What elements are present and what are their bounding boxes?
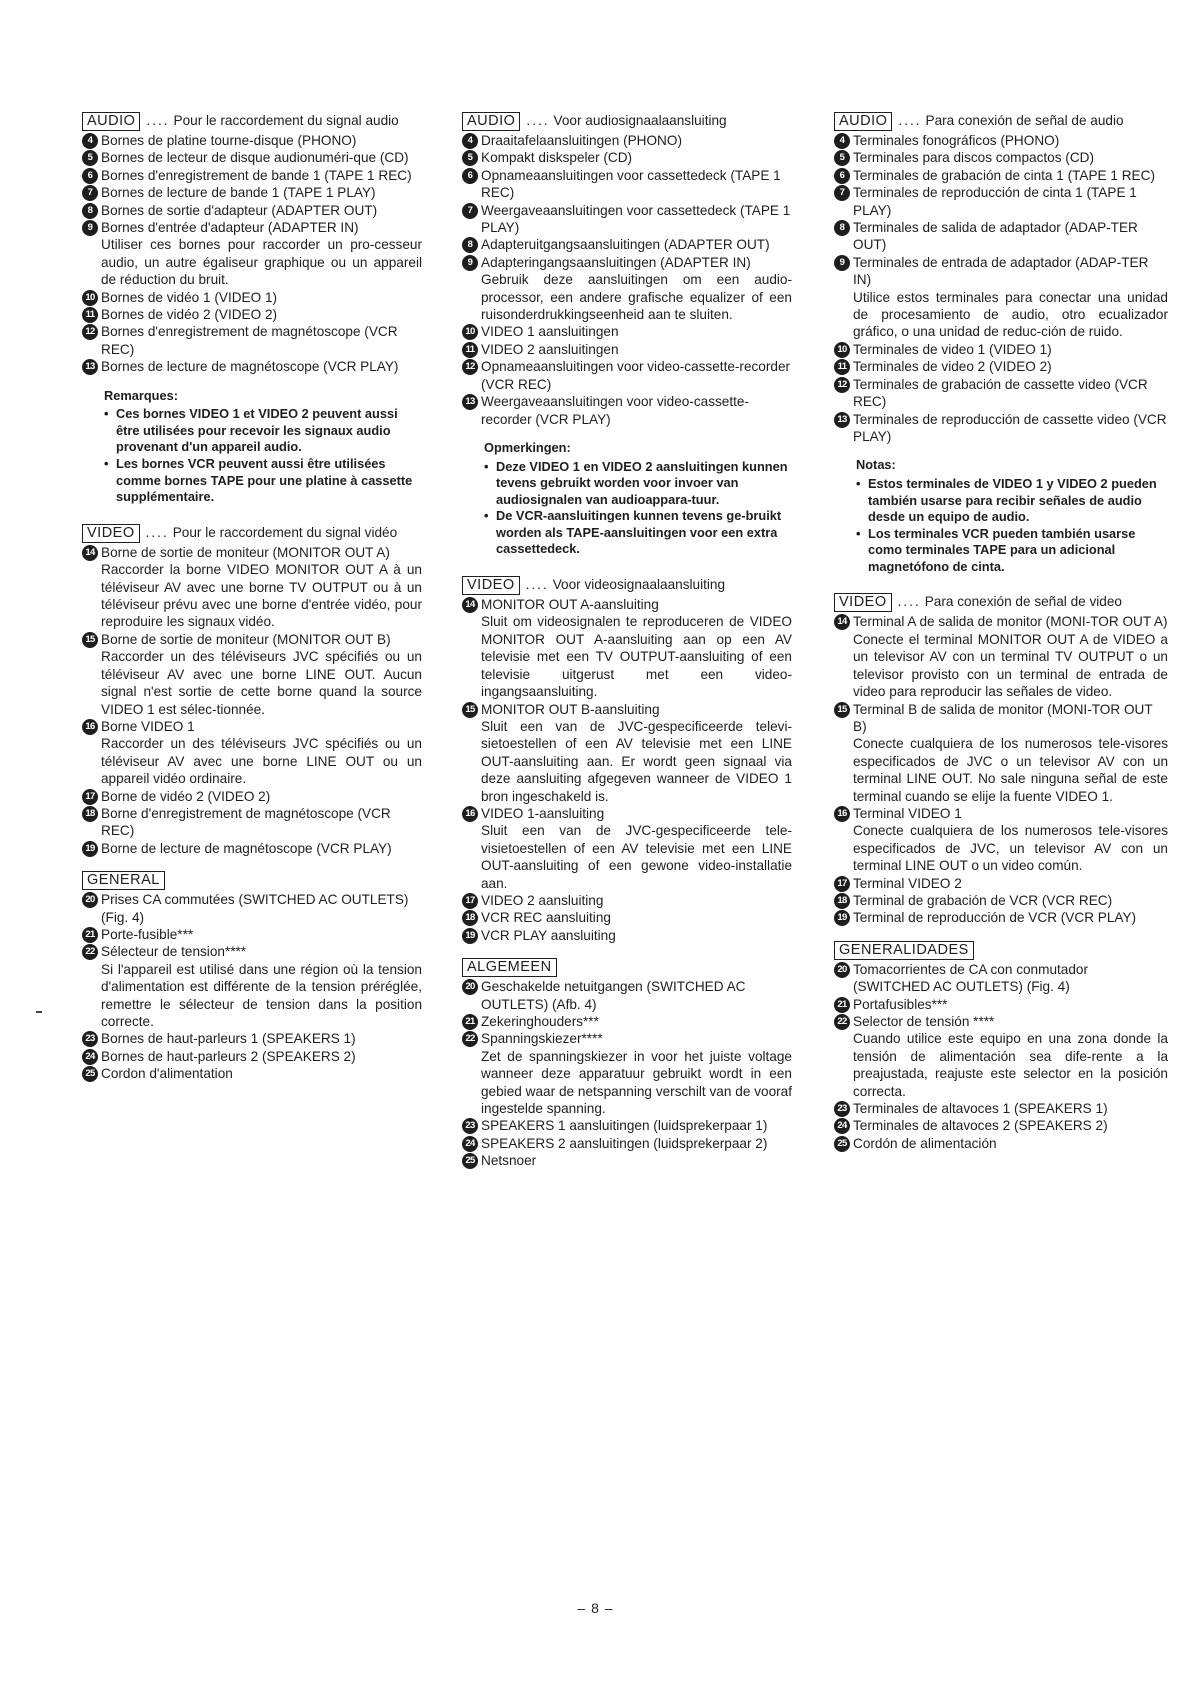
item-text: Bornes de haut-parleurs 2 (SPEAKERS 2) (101, 1048, 356, 1064)
item-text: Terminal de reproducción de VCR (VCR PLAY) (853, 910, 1137, 926)
leader-dots: .... (897, 594, 921, 610)
item-number-badge: 25 (462, 1153, 478, 1169)
list-item (834, 701, 1168, 736)
item-text: Terminales fonográficos (PHONO) (853, 133, 1060, 148)
item-text: Zekeringhouders*** (481, 1014, 599, 1029)
item-number-badge: 4 (834, 133, 850, 149)
item-number-badge: 10 (834, 342, 850, 358)
item-text: Bornes de haut-parleurs 1 (SPEAKERS 1) (101, 1031, 356, 1047)
item-description: Raccorder un des téléviseurs JVC spécifiés ou un téléviseur AV avec une borne LINE OUT ou un appareil vidéo ordinaire. (101, 736, 422, 787)
section-header (82, 112, 422, 131)
item-text: Bornes de sortie d'adapteur (ADAPTER OUT) (101, 202, 378, 218)
list-item (462, 1117, 792, 1134)
item-text: Terminales de grabación de cinta 1 (TAPE 1 REC) (853, 167, 1155, 183)
item-text: Terminal A de salida de monitor (MONI-TOR OUT A) (853, 614, 1168, 630)
section-video (834, 593, 1168, 926)
list-item (82, 184, 422, 201)
item-description: Si l'appareil est utilisé dans une région où la tension d'alimentation est différente de la tension préréglée, remettre le sélecteur de tension dans la position correcte. (101, 961, 422, 1029)
list-item (82, 219, 422, 236)
column-french (82, 112, 422, 1085)
item-text: SPEAKERS 1 aansluitingen (luidsprekerpaar 1) (481, 1118, 768, 1134)
item-number-badge: 10 (82, 290, 98, 306)
item-number-badge: 8 (462, 237, 478, 253)
list-item (462, 1013, 792, 1030)
section-video (462, 576, 792, 944)
item-number-badge: 11 (82, 307, 98, 323)
list-item (82, 202, 422, 219)
list-item (82, 1048, 422, 1065)
section-label-box: AUDIO (82, 112, 140, 131)
item-number-badge: 20 (834, 962, 850, 978)
column-spanish (834, 112, 1168, 1154)
list-item (834, 184, 1168, 219)
item-text: Borne de lecture de magnétoscope (VCR PLAY) (101, 840, 392, 856)
item-text: Tomacorrientes de CA con conmutador (SWITCHED AC OUTLETS) (Fig. 4) (853, 961, 1088, 995)
item-number-badge: 18 (834, 893, 850, 909)
list-item (462, 927, 792, 944)
item-text: Borne de vidéo 2 (VIDEO 2) (101, 788, 271, 804)
note-item (104, 456, 422, 506)
item-text: Bornes de lecture de bande 1 (TAPE 1 PLAY) (101, 185, 376, 201)
item-text: Kompakt diskspeler (CD) (481, 150, 633, 166)
column-dutch (462, 112, 792, 1172)
list-item (834, 892, 1168, 909)
item-number-badge: 5 (834, 150, 850, 166)
list-item (834, 875, 1168, 892)
item-text: Terminales de reproducción de cassette video (VCR PLAY) (853, 411, 1167, 444)
item-number-badge: 18 (82, 806, 98, 822)
list-item (834, 376, 1168, 411)
section-label-box: GENERAL (82, 871, 165, 890)
item-number-badge: 22 (834, 1014, 850, 1030)
item-text: Sélecteur de tension**** (101, 944, 247, 960)
list-item (462, 149, 792, 166)
list-item (82, 306, 422, 323)
item-text: Draaitafelaansluitingen (PHONO) (481, 133, 682, 148)
item-text: Bornes d'enregistrement de magnétoscope (VCR REC) (101, 324, 398, 357)
list-item (834, 219, 1168, 254)
section-label-box: VIDEO (82, 524, 140, 543)
item-number-badge: 14 (82, 545, 98, 561)
item-number-badge: 7 (462, 203, 478, 219)
item-text: Borne de sortie de moniteur (MONITOR OUT A) (101, 544, 390, 560)
item-number-badge: 16 (82, 719, 98, 735)
item-number-badge: 9 (82, 220, 98, 236)
item-text: Spanningskiezer**** (481, 1031, 603, 1047)
item-number-badge: 20 (462, 979, 478, 995)
list-item (834, 149, 1168, 166)
item-number-badge: 10 (462, 324, 478, 340)
list-item (462, 978, 792, 1013)
list-item (462, 358, 792, 393)
note-text: De VCR-aansluitingen kunnen tevens ge-bruikt worden als TAPE-aansluitingen voor een extra cassettedeck. (496, 508, 782, 557)
item-number-badge: 21 (82, 927, 98, 943)
item-description: Zet de spanningskiezer in voor het juiste voltage wanneer deze apparatuur gebruikt wordt in een gebied waar de netspanning verschilt van de vooraf ingestelde spanning. (481, 1048, 792, 1117)
item-text: SPEAKERS 2 aansluitingen (luidsprekerpaar 2) (481, 1135, 768, 1151)
item-text: Borne d'enregistrement de magnétoscope (VCR REC) (101, 805, 391, 839)
list-item (82, 718, 422, 735)
list-item (462, 805, 792, 822)
item-number-badge: 6 (82, 168, 98, 184)
section-header (834, 941, 1168, 960)
notes-block (104, 388, 422, 506)
item-description: Gebruik deze aansluitingen om een audio-processor, een andere grafische equalizer of een ruisonderdrukkingseenheid aan te sluiten. (481, 272, 792, 323)
item-text: Bornes de platine tourne-disque (PHONO) (101, 133, 357, 148)
item-text: Adapteringangsaansluitingen (ADAPTER IN) (481, 254, 751, 270)
list-item (462, 323, 792, 340)
item-number-badge: 16 (462, 806, 478, 822)
section-label-box: ALGEMEEN (462, 958, 557, 977)
notes-block (484, 440, 792, 558)
item-number-badge: 14 (462, 597, 478, 613)
item-number-badge: 6 (462, 168, 478, 184)
note-text: Ces bornes VIDEO 1 et VIDEO 2 peuvent aussi être utilisées pour recevoir les signaux audio provenant d'un appareil audio. (116, 406, 398, 455)
note-item (104, 406, 422, 456)
note-item (856, 526, 1168, 576)
item-number-badge: 16 (834, 806, 850, 822)
item-text: Terminal VIDEO 1 (853, 805, 962, 821)
note-text: Les bornes VCR peuvent aussi être utilisées comme bornes TAPE pour une platine à cassette supplémentaire. (116, 456, 413, 505)
bullet-icon: • (104, 456, 109, 472)
item-number-badge: 15 (462, 702, 478, 718)
item-number-badge: 23 (834, 1101, 850, 1117)
item-number-badge: 25 (834, 1136, 850, 1152)
list-item (462, 167, 792, 202)
item-text: Opnameaansluitingen voor video-cassette-recorder (VCR REC) (481, 359, 791, 392)
list-item (462, 596, 792, 613)
list-item (82, 544, 422, 561)
list-item (82, 1065, 422, 1082)
list-item (834, 254, 1168, 289)
item-text: Terminales de video 1 (VIDEO 1) (853, 341, 1052, 357)
item-number-badge: 14 (834, 614, 850, 630)
section-header (462, 576, 792, 595)
item-number-badge: 13 (82, 359, 98, 375)
item-number-badge: 8 (82, 203, 98, 219)
page-number: – 8 – (577, 1600, 614, 1616)
item-text: Weergaveaansluitingen voor video-cassette-recorder (VCR PLAY) (481, 394, 749, 427)
item-number-badge: 8 (834, 220, 850, 236)
section-audio (462, 112, 792, 558)
section-general (82, 871, 422, 1082)
item-text: Terminales de video 2 (VIDEO 2) (853, 359, 1052, 375)
item-text: VIDEO 1-aansluiting (481, 805, 605, 821)
item-number-badge: 19 (82, 841, 98, 857)
list-item (82, 289, 422, 306)
list-item (834, 132, 1168, 149)
item-text: Borne de sortie de moniteur (MONITOR OUT B) (101, 631, 391, 647)
section-description: Pour le raccordement du signal vidéo (172, 524, 398, 540)
item-description: Sluit een van de JVC-gespecificeerde televi-sietoestellen of een AV televisie met een LINE OUT-aansluiting aan. Er wordt geen signaal via deze aansluiting afgegeven wanneer de VIDEO 1 bron ingeschakeld is. (481, 718, 792, 804)
item-number-badge: 21 (834, 997, 850, 1013)
section-header (462, 958, 792, 977)
section-label-box: AUDIO (462, 112, 520, 131)
item-number-badge: 12 (834, 377, 850, 393)
section-header (834, 593, 1168, 612)
item-number-badge: 5 (82, 150, 98, 166)
item-text: VIDEO 2 aansluitingen (481, 341, 619, 357)
list-item (834, 1100, 1168, 1117)
item-number-badge: 17 (82, 789, 98, 805)
item-description: Raccorder un des téléviseurs JVC spécifiés ou un téléviseur AV avec une borne LINE OUT. Aucun signal n'est sortie de cette borne quand la source VIDEO 1 est sélec-tionnée. (101, 649, 422, 717)
section-description: Para conexión de señal de audio (925, 113, 1124, 128)
item-number-badge: 19 (462, 928, 478, 944)
item-number-badge: 7 (834, 185, 850, 201)
item-text: Terminal VIDEO 2 (853, 875, 962, 891)
section-header (834, 112, 1168, 131)
item-number-badge: 24 (834, 1118, 850, 1134)
list-item (462, 909, 792, 926)
list-item (82, 788, 422, 805)
item-number-badge: 7 (82, 185, 98, 201)
section-label-box: GENERALIDADES (834, 941, 974, 960)
list-item (834, 1135, 1168, 1152)
list-item (834, 1117, 1168, 1134)
section-description: Para conexión de señal de video (924, 594, 1122, 610)
list-item (82, 926, 422, 943)
section-audio (834, 112, 1168, 575)
list-item (82, 149, 422, 166)
item-description: Cuando utilice este equipo en una zona donde la tensión de alimentación sea dife-rente a la preajustada, reajuste este selector en la posición correcta. (853, 1031, 1168, 1099)
item-text: Bornes de vidéo 1 (VIDEO 1) (101, 289, 278, 305)
item-number-badge: 15 (82, 632, 98, 648)
item-text: Terminales de altavoces 1 (SPEAKERS 1) (853, 1101, 1108, 1117)
leader-dots: .... (526, 113, 550, 128)
section-generalidades (834, 941, 1168, 1152)
item-description: Utilice estos terminales para conectar una unidad de procesamiento de audio, otro ecualizador gráfico, o una unidad de reduc-ción de ruido. (853, 289, 1168, 340)
item-text: Prises CA commutées (SWITCHED AC OUTLETS) (Fig. 4) (101, 892, 409, 925)
item-text: Terminales de grabación de cassette video (VCR REC) (853, 376, 1148, 410)
notes-title: Opmerkingen: (484, 439, 571, 455)
item-text: Netsnoer (481, 1153, 537, 1169)
list-item (82, 840, 422, 857)
item-text: Terminal B de salida de monitor (MONI-TOR OUT B) (853, 701, 1153, 734)
item-number-badge: 23 (82, 1031, 98, 1047)
note-item (856, 476, 1168, 526)
item-number-badge: 9 (834, 255, 850, 271)
list-item (462, 1030, 792, 1047)
section-label-box: VIDEO (462, 576, 520, 595)
leader-dots: .... (525, 577, 549, 593)
item-number-badge: 21 (462, 1014, 478, 1030)
list-item (834, 411, 1168, 446)
item-number-badge: 24 (82, 1049, 98, 1065)
item-description: Raccorder la borne VIDEO MONITOR OUT A à un téléviseur AV avec une borne TV OUTPUT ou à un téléviseur prévu avec une borne d'entrée vidéo, pour reproduire les signaux vidéo. (101, 562, 422, 630)
list-item (834, 961, 1168, 996)
list-item (462, 202, 792, 237)
item-text: Borne VIDEO 1 (101, 718, 195, 734)
note-text: Estos terminales de VIDEO 1 y VIDEO 2 pueden también usarse para recibir señales de audio desde un equipo de audio. (868, 475, 1157, 525)
item-text: VCR PLAY aansluiting (481, 927, 616, 943)
list-item (82, 891, 422, 926)
item-text: Terminales de salida de adaptador (ADAP-TER OUT) (853, 220, 1138, 253)
item-number-badge: 17 (462, 893, 478, 909)
list-item (82, 631, 422, 648)
list-item (834, 341, 1168, 358)
note-text: Deze VIDEO 1 en VIDEO 2 aansluitingen kunnen tevens gebruikt worden voor invoer van audiosignalen van audioappara-tuur. (496, 458, 788, 507)
list-item (82, 1030, 422, 1047)
item-number-badge: 5 (462, 150, 478, 166)
item-text: Bornes de lecteur de disque audionuméri-que (CD) (101, 150, 409, 166)
note-item (484, 459, 792, 509)
item-number-badge: 22 (82, 944, 98, 960)
list-item (834, 996, 1168, 1013)
list-item (462, 132, 792, 149)
item-text: Adapteruitgangsaansluitingen (ADAPTER OUT) (481, 237, 770, 253)
section-description: Voor videosignaalaansluiting (552, 577, 726, 593)
list-item (834, 613, 1168, 630)
item-text: VIDEO 1 aansluitingen (481, 324, 619, 340)
list-item (834, 1013, 1168, 1030)
item-number-badge: 12 (462, 359, 478, 375)
item-description: Conecte cualquiera de los numerosos tele-visores especificados de JVC o un televisor AV con un terminal LINE OUT. No sale ninguna señal de este terminal cuando se elije la fuente VIDEO 1. (853, 736, 1168, 804)
section-video (82, 524, 422, 857)
list-item (82, 805, 422, 840)
item-number-badge: 9 (462, 255, 478, 271)
item-text: Bornes de lecture de magnétoscope (VCR PLAY) (101, 359, 399, 375)
item-number-badge: 13 (462, 394, 478, 410)
list-item (834, 167, 1168, 184)
item-text: Bornes de vidéo 2 (VIDEO 2) (101, 307, 278, 323)
list-item (462, 254, 792, 271)
list-item (462, 1152, 792, 1169)
item-text: Geschakelde netuitgangen (SWITCHED AC OUTLETS) (Afb. 4) (481, 979, 746, 1012)
item-description: Sluit een van de JVC-gespecificeerde tele-visietoestellen of een AV televisie met een LINE OUT-aansluiting of een gewone video-installatie aan. (481, 823, 792, 891)
list-item (462, 1135, 792, 1152)
list-item (82, 132, 422, 149)
item-number-badge: 15 (834, 702, 850, 718)
item-number-badge: 18 (462, 910, 478, 926)
item-number-badge: 20 (82, 892, 98, 908)
list-item (462, 701, 792, 718)
list-item (834, 805, 1168, 822)
list-item (462, 892, 792, 909)
list-item (462, 341, 792, 358)
list-item (834, 358, 1168, 375)
list-item (82, 943, 422, 960)
item-text: Porte-fusible*** (101, 926, 194, 942)
item-number-badge: 24 (462, 1136, 478, 1152)
item-text: Terminales de altavoces 2 (SPEAKERS 2) (853, 1118, 1108, 1134)
item-number-badge: 23 (462, 1118, 478, 1134)
list-item (82, 167, 422, 184)
item-number-badge: 25 (82, 1066, 98, 1082)
section-header (82, 524, 422, 543)
bullet-icon: • (484, 458, 489, 474)
item-number-badge: 4 (462, 133, 478, 149)
bullet-icon: • (104, 406, 109, 422)
item-text: Weergaveaansluitingen voor cassettedeck (TAPE 1 PLAY) (481, 202, 791, 236)
list-item (834, 909, 1168, 926)
item-number-badge: 17 (834, 876, 850, 892)
item-number-badge: 11 (462, 342, 478, 358)
item-number-badge: 4 (82, 133, 98, 149)
item-description: Conecte el terminal MONITOR OUT A de VIDEO a un televisor AV con un terminal TV OUTPUT o un televisor provisto con un terminal de entrada de video para reproducir las señales de video. (853, 631, 1168, 700)
item-number-badge: 22 (462, 1031, 478, 1047)
section-label-box: VIDEO (834, 593, 892, 612)
notes-block (856, 457, 1168, 575)
item-text: Bornes d'entrée d'adapteur (ADAPTER IN) (101, 220, 359, 236)
section-description: Pour le raccordement du signal audio (173, 113, 399, 128)
leader-dots: .... (145, 524, 169, 540)
item-text: VCR REC aansluiting (481, 910, 611, 926)
item-description: Utiliser ces bornes pour raccorder un pro-cesseur audio, un autre égaliseur graphique ou un appareil de réduction du bruit. (101, 237, 422, 288)
item-text: Cordón de alimentación (853, 1135, 997, 1151)
bullet-icon: • (856, 525, 861, 541)
section-audio (82, 112, 422, 506)
notes-title: Remarques: (104, 387, 178, 403)
scan-mark (36, 1011, 42, 1013)
list-item (462, 236, 792, 253)
list-item (82, 323, 422, 358)
list-item (462, 393, 792, 428)
item-text: Portafusibles*** (853, 996, 948, 1012)
bullet-icon: • (484, 508, 489, 524)
bullet-icon: • (856, 475, 861, 491)
section-algemeen (462, 958, 792, 1169)
note-item (484, 508, 792, 558)
notes-title: Notas: (856, 457, 896, 473)
item-text: MONITOR OUT B-aansluiting (481, 701, 660, 717)
note-text: Los terminales VCR pueden también usarse como terminales TAPE para un adicional magnetófono de cinta. (868, 525, 1136, 574)
item-text: Cordon d'alimentation (101, 1066, 233, 1082)
item-text: Opnameaansluitingen voor cassettedeck (TAPE 1 REC) (481, 167, 781, 201)
section-description: Voor audiosignaalaansluiting (553, 113, 727, 128)
item-text: Terminales de entrada de adaptador (ADAP-TER IN) (853, 254, 1149, 288)
item-number-badge: 19 (834, 910, 850, 926)
section-label-box: AUDIO (834, 112, 892, 131)
item-text: VIDEO 2 aansluiting (481, 892, 604, 908)
item-number-badge: 12 (82, 324, 98, 340)
section-header (462, 112, 792, 131)
item-number-badge: 11 (834, 359, 850, 375)
leader-dots: .... (898, 113, 922, 128)
item-text: Terminal de grabación de VCR (VCR REC) (853, 892, 1113, 908)
item-text: Selector de tensión **** (853, 1014, 995, 1029)
item-description: Conecte cualquiera de los numerosos tele-visores especificados de JVC, un televisor AV con un terminal LINE OUT o un video común. (853, 823, 1168, 874)
item-text: Terminales para discos compactos (CD) (853, 150, 1094, 166)
item-text: Terminales de reproducción de cinta 1 (TAPE 1 PLAY) (853, 185, 1137, 218)
section-header (82, 871, 422, 890)
item-description: Sluit om videosignalen te reproduceren de VIDEO MONITOR OUT A-aansluiting aan op een AV televisie met een TV OUTPUT-aansluiting of een televisie uitgerust met een video-ingangsaansluiting. (481, 614, 792, 700)
item-text: Bornes d'enregistrement de bande 1 (TAPE 1 REC) (101, 167, 412, 183)
item-number-badge: 13 (834, 412, 850, 428)
item-number-badge: 6 (834, 168, 850, 184)
list-item (82, 358, 422, 375)
item-text: MONITOR OUT A-aansluiting (481, 597, 659, 613)
leader-dots: .... (146, 113, 170, 128)
